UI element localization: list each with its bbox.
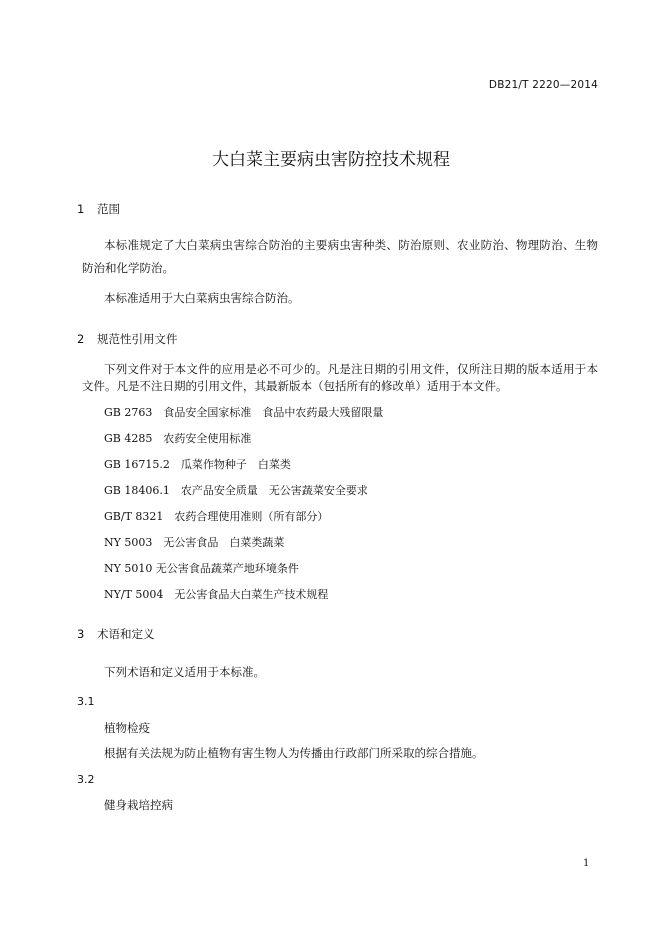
- section3-intro: 下列术语和定义适用于本标准。: [104, 665, 265, 679]
- document-code: DB21/T 2220—2014: [488, 79, 598, 91]
- reference-item: NY 5010 无公害食品蔬菜产地环境条件: [104, 562, 299, 575]
- term-name: 植物检疫: [104, 721, 150, 735]
- section2-intro: 下列文件对于本文件的应用是必不可少的。凡是注日期的引用文件，仅所注日期的版本适用于本文件。凡是不注日期的引用文件，其最新版本（包括所有的修改单）适用于本文件。: [82, 362, 598, 393]
- section-number: 2: [77, 332, 85, 346]
- term-number: 3.1: [77, 695, 95, 708]
- section-heading-3: [77, 626, 155, 642]
- reference-item: NY/T 5004 无公害食品大白菜生产技术规程: [104, 588, 329, 601]
- reference-item: NY 5003 无公害食品 白菜类蔬菜: [104, 536, 285, 549]
- page-number: 1: [583, 858, 590, 869]
- section-number: 3: [77, 627, 85, 641]
- document-title: 大白菜主要病虫害防控技术规程: [212, 150, 450, 170]
- section-heading-2: [77, 331, 178, 347]
- term-name: 健身栽培控病: [104, 798, 173, 812]
- section1-paragraph-2: 本标准适用于大白菜病虫害综合防治。: [104, 291, 300, 305]
- section-title: 规范性引用文件: [97, 332, 178, 346]
- section1-paragraph-1: 本标准规定了大白菜病虫害综合防治的主要病虫害种类、防治原则、农业防治、物理防治、生物防治和化学防治。: [82, 238, 598, 275]
- section-heading-1: [77, 201, 120, 217]
- term-number: 3.2: [77, 773, 95, 786]
- term-definition: 根据有关法规为防止植物有害生物人为传播由行政部门所采取的综合措施。: [104, 746, 484, 760]
- section-number: 1: [77, 202, 85, 216]
- reference-item: GB 2763 食品安全国家标准 食品中农药最大残留限量: [104, 406, 384, 419]
- section-title: 术语和定义: [97, 627, 155, 641]
- reference-item: GB/T 8321 农药合理使用准则（所有部分）: [104, 510, 329, 523]
- reference-item: GB 16715.2 瓜菜作物种子 白菜类: [104, 458, 291, 471]
- section-title: 范围: [97, 202, 120, 216]
- reference-item: GB 4285 农药安全使用标准: [104, 432, 252, 445]
- reference-item: GB 18406.1 农产品安全质量 无公害蔬菜安全要求: [104, 484, 368, 497]
